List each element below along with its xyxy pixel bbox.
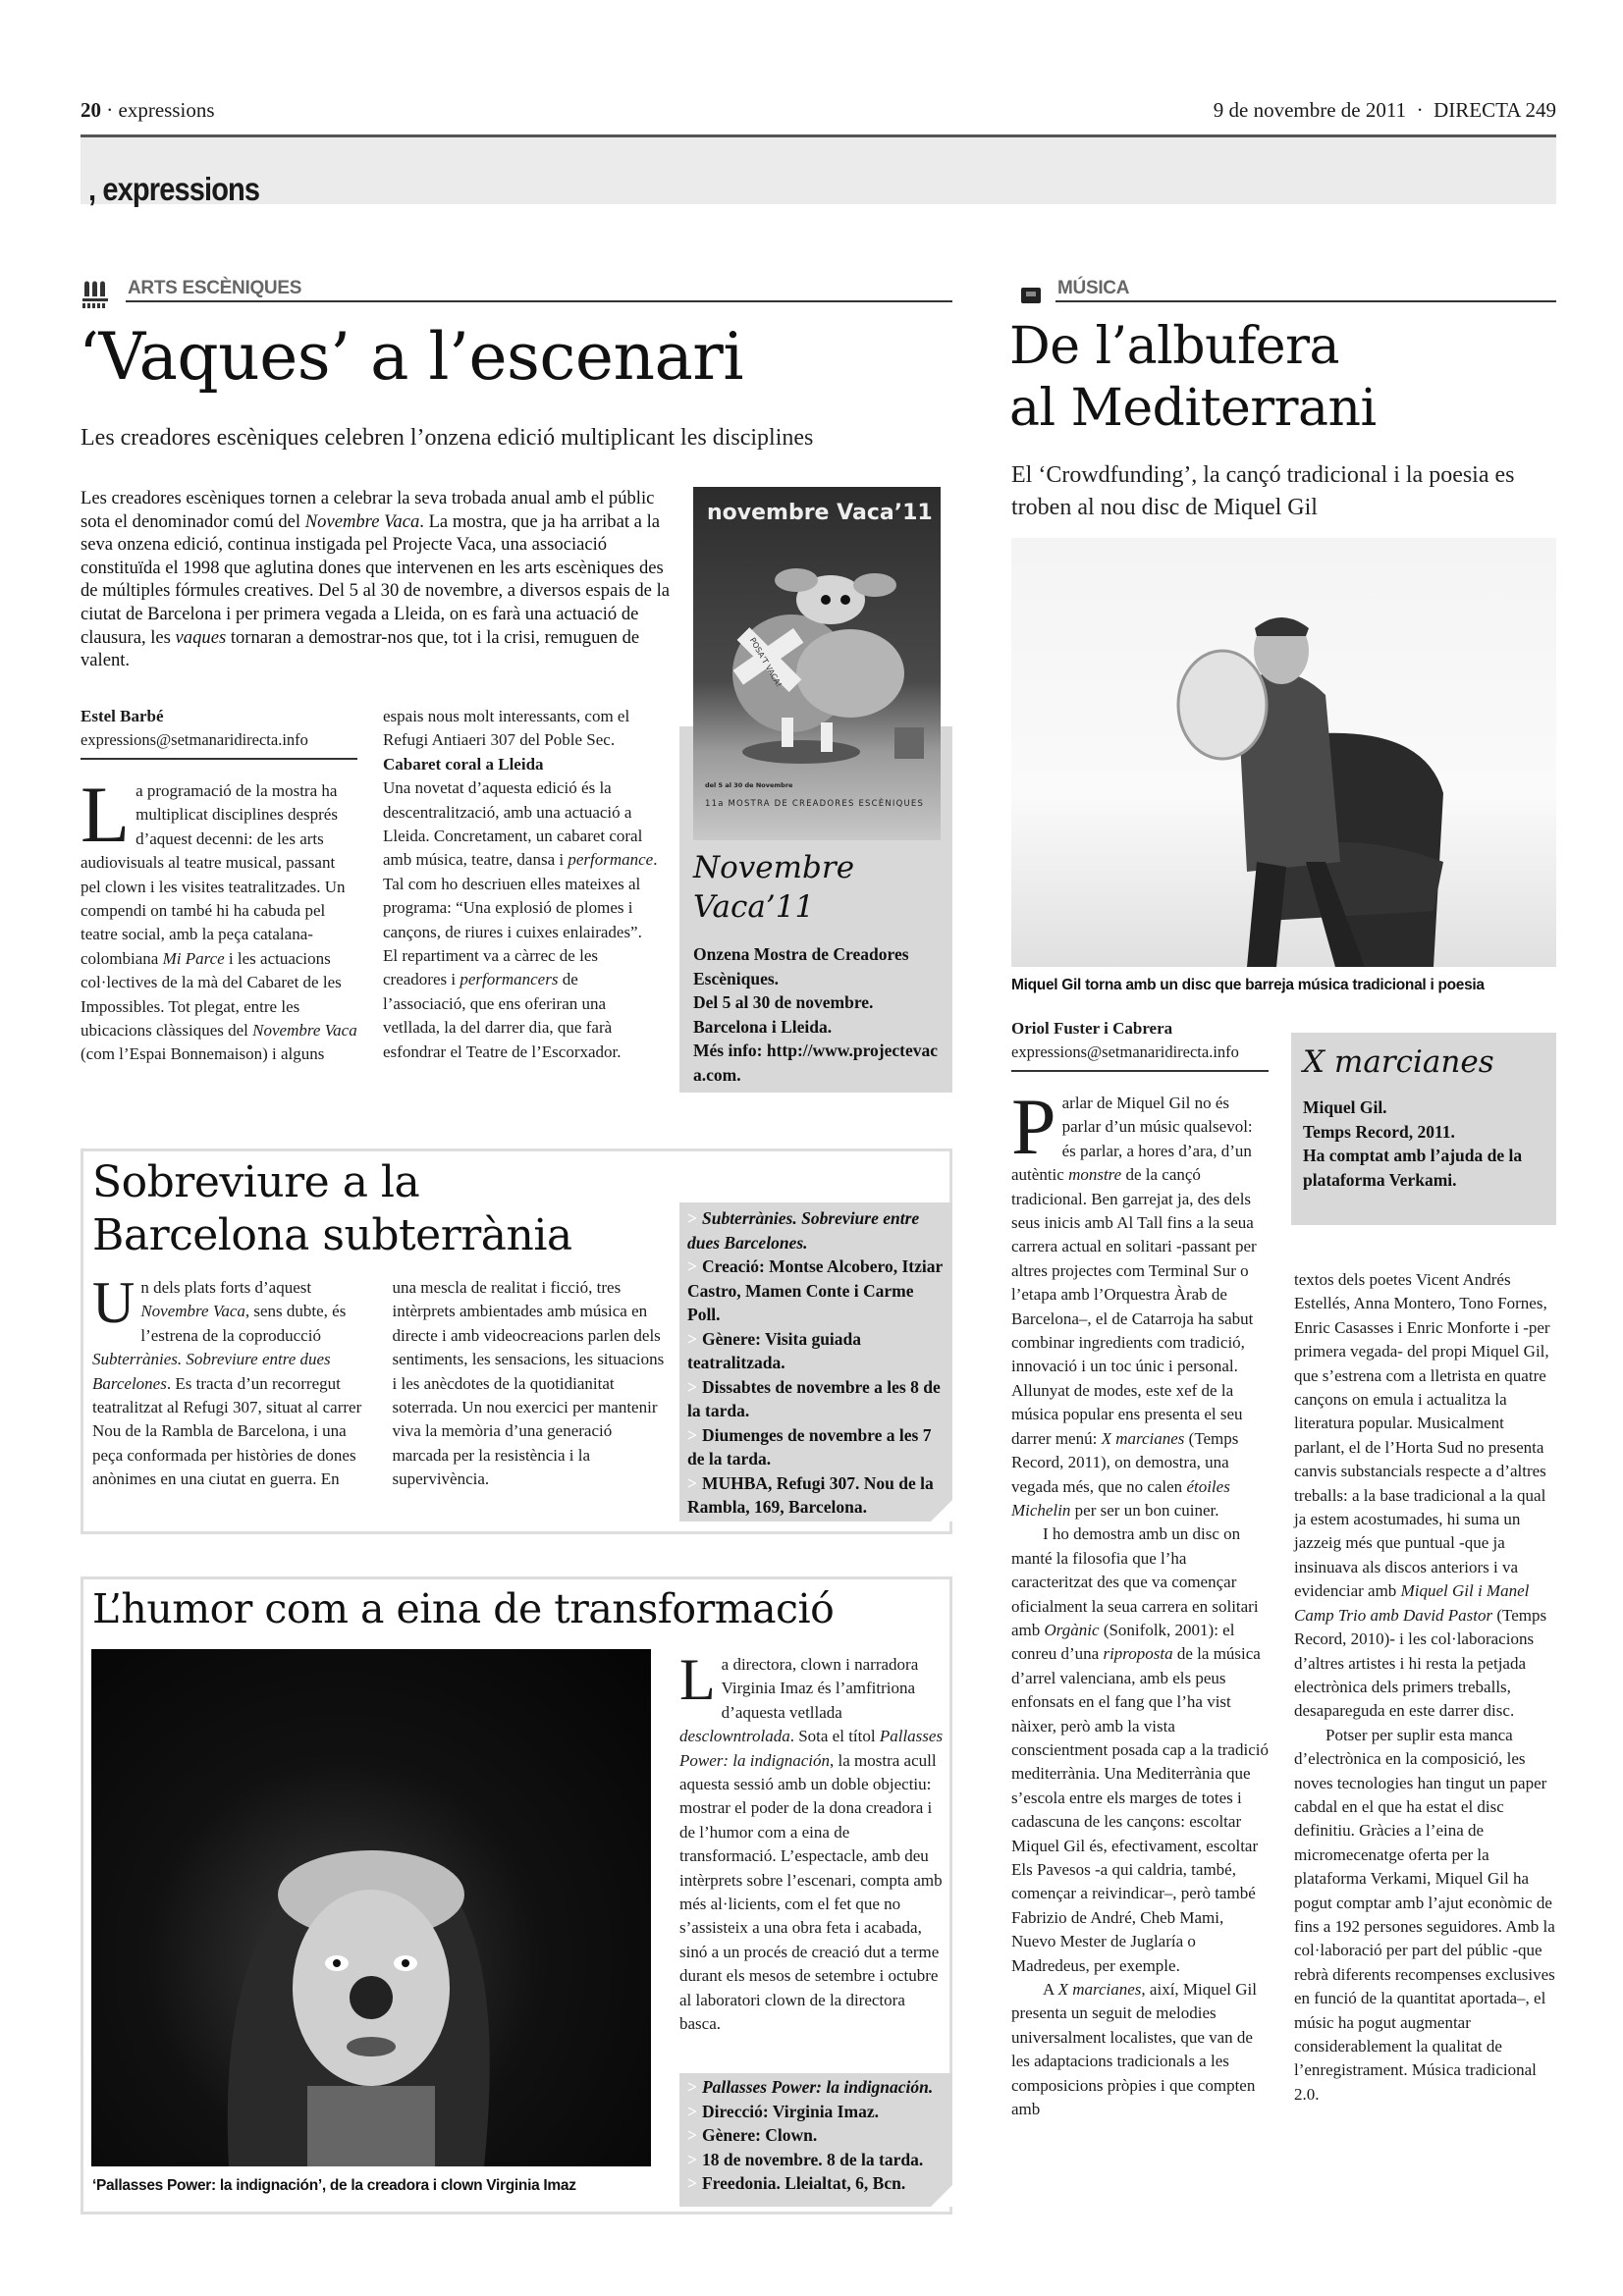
italic-text: Subterrànies. Sobreviure entre dues Barcelones.: [687, 1208, 920, 1253]
italic-text: performance: [568, 850, 654, 870]
headline-music: De l’albufera al Mediterrani: [1009, 317, 1377, 438]
body-paragraph: A X marcianes, així, Miquel Gil presenta un seguit de melodies universalment localistes, que van de les adaptacions tradicionals a les composicions pròpies i que compten amb: [1011, 1980, 1257, 2119]
bullet-arrow-icon: >: [687, 2077, 697, 2097]
italic-text: X marcianes: [1101, 1428, 1185, 1448]
headline-humor: L’humor com a eina de transformació: [92, 1585, 835, 1632]
corner-fold: [931, 1500, 952, 1522]
poster-title: novembre Vaca’11: [707, 501, 933, 525]
bullet-arrow-icon: >: [687, 2149, 697, 2169]
drop-cap: P: [1011, 1082, 1056, 1171]
poster-tag: POSA’T VACA!: [747, 636, 784, 689]
bullet-arrow-icon: >: [687, 1208, 697, 1228]
corner-fold: [931, 2185, 952, 2207]
bullet-arrow-icon: >: [687, 1376, 697, 1397]
italic-text: Pallasses Power: la indignación.: [701, 2077, 934, 2097]
theatre-seats-icon: [82, 281, 112, 310]
sidebar-humor: [679, 2073, 952, 2207]
radio-icon: [1021, 288, 1041, 303]
bullet-arrow-icon: >: [687, 1256, 697, 1276]
page-number: 20: [81, 98, 101, 122]
section-band: [81, 137, 1556, 204]
section-band-title: , expressions: [88, 171, 260, 207]
italic-text: desclowntrolada: [679, 1727, 790, 1746]
sidebar-item: > Dissabtes de novembre a les 8 de la tarda.: [687, 1376, 941, 1420]
sidebar-item: [687, 1206, 945, 1255]
sidebar-x-marcianes: X marcianes Miquel Gil. Temps Record, 2011. Ha comptat amb l’ajuda de la plataforma Verkami.: [1291, 1033, 1556, 1225]
section-label-music: MÚSICA: [1057, 278, 1130, 298]
subtitle-vaques: Les creadores escèniques celebren l’onzena edició multiplicant les disciplines: [81, 425, 814, 451]
sidebar-info-vaca: Onzena Mostra de Creadores Escèniques. Del 5 al 30 de novembre. Barcelona i Lleida. Més info: http://www.projectevaca.com.: [693, 942, 944, 1087]
italic-text: vaques: [175, 626, 227, 648]
italic-text: Subterrànies. Sobreviure entre dues Barcelones: [92, 1350, 331, 1393]
sidebar-sobreviure: [679, 1202, 952, 1522]
bullet-arrow-icon: >: [687, 1472, 697, 1493]
lead-paragraph: Les creadores escèniques tornen a celebrar la seva trobada anual amb el públic sota el denominador comú del Novembre Vaca. La mostra, que ja ha arribat a la seva onzena edició, continua instigada pel Projecte Vaca, una associació constituïda el 1998 que aglutina dones que intervenen en les arts escèniques des de múltiples fórmules creatives. Del 5 al 30 de novembre, a diversos espais de la ciutat de Barcelona i per primera vegada a Lleida, on es farà una actuació de clausura, les vaques tornaran a demostrar-nos que, tot i la crisi, remuguen de valent.: [81, 488, 670, 671]
sidebar-item: > Freedonia. Lleialtat, 6, Bcn.: [687, 2173, 906, 2193]
body-paragraph: I ho demostra amb un disc on manté la filosofia que l’ha caracteritzat des que va començar oficialment la seua carrera en solitari amb Orgànic (Sonifolk, 2001): el conreu d’una riproposta de la música d’arrel valenciana, amb els peus enfonsats en el fang que l’ha vist nàixer, però amb la vista conscientment posada cap a la tradició mediterrània. Una Mediterrània que s’escola entre els marges de totes i cadascuna de les cançons: escoltar Miquel Gil és, efectivament, escoltar Els Pavesos -a qui caldria, també, començar a reivindicar–, però també Fabrizio de André, Cheb Mami, Nuevo Mester de Juglaría o Madredeus, per exemple.: [1011, 1524, 1269, 1975]
sidebar-item: [687, 2075, 945, 2100]
sidebar-item: > Gènere: Clown.: [687, 2125, 818, 2145]
italic-text: Pallasses Power: la indignación: [679, 1727, 944, 1770]
article-body-vaques: [81, 705, 660, 1067]
section-rule: [126, 300, 952, 302]
sidebar-item: > Direcció: Virginia Imaz.: [687, 2101, 879, 2121]
body-paragraph: La programació de la mostra ha multiplicat disciplines després d’aquest decenni: de les arts audiovisuals al teatre musical, passant pel clown i les visites teatralitzades. Un compendi on també hi ha cabuda pel teatre social, amb la peça catalana-colombiana Mi Parce i les actuacions col·lectives de la mà del Cabaret de les Impossibles. Tot plegat, entre les ubicacions clàssiques del Novembre Vaca (com l’Espai Bonnemaison) i alguns espais nous molt interessants, com el Refugi Antiaeri 307 del Poble Sec.: [81, 707, 630, 1064]
issue-info: 9 de novembre de 2011 · DIRECTA 249: [1213, 98, 1556, 122]
bullet-arrow-icon: >: [687, 1424, 697, 1445]
body-paragraph: textos dels poetes Vicent Andrés Estellés, Anna Montero, Tono Fornes, Enric Casasses i Enric Monforte i -per primera vegada- del propi Miquel Gil, que s’estrena com a lletrista en quatre cançons on emula i actualitza la literatura popular. Musicalment parlant, el de l’Horta Sud no presenta canvis substancials respecte a d’altres treballs: a la base tradicional a la qual ja estem acostumades, hi suma un jazzeig més que puntual -que ja insinuava als discos anteriors i va evidenciar amb Miquel Gil i Manel Camp Trio amb David Pastor (Temps Record, 2010)- i les col·laboracions d’altres artistes i hi resta la petjada electrònica dels primers treballs, desapareguda en este darrer disc.: [1294, 1270, 1550, 1721]
body-paragraph: Potser per suplir esta manca d’electrònica en la composició, les noves tecnologies han tingut un paper cabdal en el que ha estat el disc definitiu. Gràcies a l’eina de micromecenatge oferta per la plataforma Verkami, Miquel Gil ha pogut comptar amb l’ajut econòmic de fins a 192 persones seguidores. Amb la col·laboració per part del públic -que rebrà diferents recompenses exclusives en funció de la quantitat aportada–, el músic ha pogut augmentar considerablement la qualitat de l’enregistrament. Música tradicional 2.0.: [1294, 1725, 1555, 2104]
headline-vaques: ‘Vaques’ a l’escenari: [79, 319, 743, 395]
italic-text: Novembre Vaca: [304, 510, 420, 532]
italic-text: riproposta: [1103, 1644, 1173, 1664]
article-body-music-col2: [1294, 1268, 1557, 2107]
poster-image: [693, 487, 941, 840]
photo-caption-humor: ‘Pallasses Power: la indignación’, de la creadora i clown Virginia Imaz: [92, 2177, 576, 2194]
article-body-music-col1: Oriol Fuster i Cabrera expressions@setmanaridirecta.info Parlar de Miquel Gil no és parlar d’un músic qualsevol: és parlar, a hores d’ara, d’un autèntic monstre de la cançó tradicional. Ben garrejat ja, des dels seus inicis amb Al Tall fins a la seua carrera actual en solitari -passant per altres projectes com Terminal Sur o l’etapa amb l’Orquestra Àrab de Barcelona–, el de Catarroja ha sabut combinar ingredients com tradició, innovació i un toc únic i personal. Allunyat de modes, este xef de la música popular ens presenta el seu darrer menú: X marcianes (Temps Record, 2011), on demostra, una vegada més, que no calen étoiles Michelin per ser un bon cuiner. I ho demostra amb un disc on manté la filosofia que l’ha caracteritzat des que va començar oficialment la seua carrera en solitari amb Orgànic (Sonifolk, 2001): el conreu d’una riproposta de la música d’arrel valenciana, amb els peus enfonsats en el fang que l’ha vist nàixer, però amb la vista conscientment posada cap a la tradició mediterrània. Una Mediterrània que s’escola entre els marges de totes i cadascuna de les cançons: escoltar Miquel Gil és, efectivament, escoltar Els Pavesos -a qui caldria, també, començar a reivindicar–, però també Fabrizio de André, Cheb Mami, Nuevo Mester de Juglaría o Madredeus, per exemple. A X marcianes, així, Miquel Gil presenta un seguit de melodies universalment localistes, que van de les adaptacions tradicionals a les composicions pròpies i que compten amb: [1011, 1017, 1269, 2121]
sidebar-link[interactable]: Més info: http://www.projectevaca.com.: [693, 1041, 938, 1085]
clown-figure: [91, 1649, 651, 2166]
drop-cap: U: [92, 1270, 135, 1335]
italic-text: Mi Parce: [162, 948, 225, 968]
sidebar-item: > Creació: Montse Alcobero, Itziar Castro, Mamen Conte i Carme Poll.: [687, 1256, 943, 1324]
photo-caption-music: Miquel Gil torna amb un disc que barreja música tradicional i poesia: [1011, 977, 1485, 993]
author-name: Estel Barbé: [81, 707, 164, 725]
issue-date: 9 de novembre de 2011: [1213, 98, 1407, 122]
drop-cap: L: [679, 1647, 716, 1712]
italic-text: X marcianes: [1057, 1980, 1142, 2000]
sidebar-title: X marcianes: [1303, 1044, 1494, 1080]
sidebar-item: > MUHBA, Refugi 307. Nou de la Rambla, 169, Barcelona.: [687, 1472, 934, 1517]
article-body-humor: La directora, clown i narradora Virginia Imaz és l’amfitriona d’aquesta vetllada desclowntrolada. Sota el títol Pallasses Power: la indignación, la mostra acull aquesta sessió amb un doble objectiu: mostrar el poder de la dona creadora i de l’humor com a eina de transformació. L’espectacle, amb deu intèrprets sobre l’escenari, compta amb més al·licients, com el fet que no s’assisteix a una obra feta i acabada, sinó a un procés de creació dut a terme durant els mesos de setembre i octubre al laboratori clown de la directora basca.: [679, 1647, 944, 2034]
italic-text: monstre: [1068, 1165, 1122, 1185]
section-label-arts: ARTS ESCÈNIQUES: [128, 278, 302, 298]
miquel-gil-photo: [1011, 538, 1556, 967]
article-body-sobreviure: Un dels plats forts d’aquest Novembre Vaca, sens dubte, és l’estrena de la coproducció Subterrànies. Sobreviure entre dues Barcelones. Es tracta d’un recorregut teatralitzat al Refugi 307, situat al carrer Nou de la Rambla de Barcelona, i una peça conformada per històries de dones anònimes en una ciutat en guerra. En una mescla de realitat i ficció, tres intèrprets ambientades amb música en directe i amb videocreacions parlen dels sentiments, les sensacions, les situacions i les anècdotes de la quotidianitat soterrada. Un nou exercici per mantenir viva la memòria d’una generació marcada per la resistència i la supervivència.: [92, 1270, 665, 1489]
italic-text: Miquel Gil i Manel Camp Trio amb David Pastor: [1294, 1581, 1530, 1625]
italic-text: Novembre Vaca: [252, 1021, 357, 1041]
author-email[interactable]: expressions@setmanaridirecta.info: [81, 728, 357, 760]
sidebar-item: > Diumenges de novembre a les 7 de la tarda.: [687, 1424, 932, 1468]
page-folio: 20 · expressions: [81, 98, 215, 122]
author-email[interactable]: expressions@setmanaridirecta.info: [1011, 1041, 1269, 1072]
bullet-arrow-icon: >: [687, 2101, 697, 2121]
sidebar-title-vaca: Novembre Vaca’11: [693, 850, 855, 925]
publication-name: DIRECTA 249: [1434, 98, 1556, 122]
poster-subtitle: 11a MOSTRA DE CREADORES ESCÈNIQUES: [705, 799, 925, 809]
poster-dates: del 5 al 30 de Novembre: [705, 781, 793, 789]
bullet-arrow-icon: >: [687, 1328, 697, 1349]
clown-photo: [91, 1649, 651, 2166]
subtitle-music: El ‘Crowdfunding’, la cançó tradicional i la poesia es troben al nou disc de Miquel Gil: [1011, 462, 1515, 520]
bullet-arrow-icon: >: [687, 2125, 697, 2145]
body-paragraph: Una novetat d’aquesta edició és la descentralització, amb una actuació a Lleida. Concretament, un cabaret coral amb música, teatre, dansa i performance. Tal com ho descriuen elles mateixes al programa: “Una explosió de plomes i cançons, de riures i cuixes enlairades”. El repartiment va a càrrec de les creadores i performancers de l’associació, que ens oferiran una vetllada, la del darrer dia, que farà esfondrar el Teatre de l’Escorxador.: [383, 778, 658, 1061]
italic-text: étoiles Michelin: [1011, 1476, 1230, 1520]
folio-section: expressions: [118, 98, 215, 122]
italic-text: Novembre Vaca: [140, 1302, 245, 1321]
headline-sobreviure: Sobreviure a la Barcelona subterrània: [92, 1157, 572, 1260]
musician-figure: [1011, 538, 1556, 967]
drop-cap: L: [81, 770, 131, 859]
sidebar-item: > Gènere: Visita guiada teatralitzada.: [687, 1328, 862, 1372]
subheading: Cabaret coral a Lleida: [383, 754, 544, 774]
cow-illustration: [713, 541, 929, 767]
bullet-arrow-icon: >: [687, 2173, 697, 2193]
author-name: Oriol Fuster i Cabrera: [1011, 1019, 1173, 1038]
italic-text: Orgànic: [1044, 1620, 1100, 1639]
italic-text: performancers: [460, 970, 559, 989]
section-rule: [1055, 300, 1556, 302]
sidebar-item: > 18 de novembre. 8 de la tarda.: [687, 2149, 924, 2169]
